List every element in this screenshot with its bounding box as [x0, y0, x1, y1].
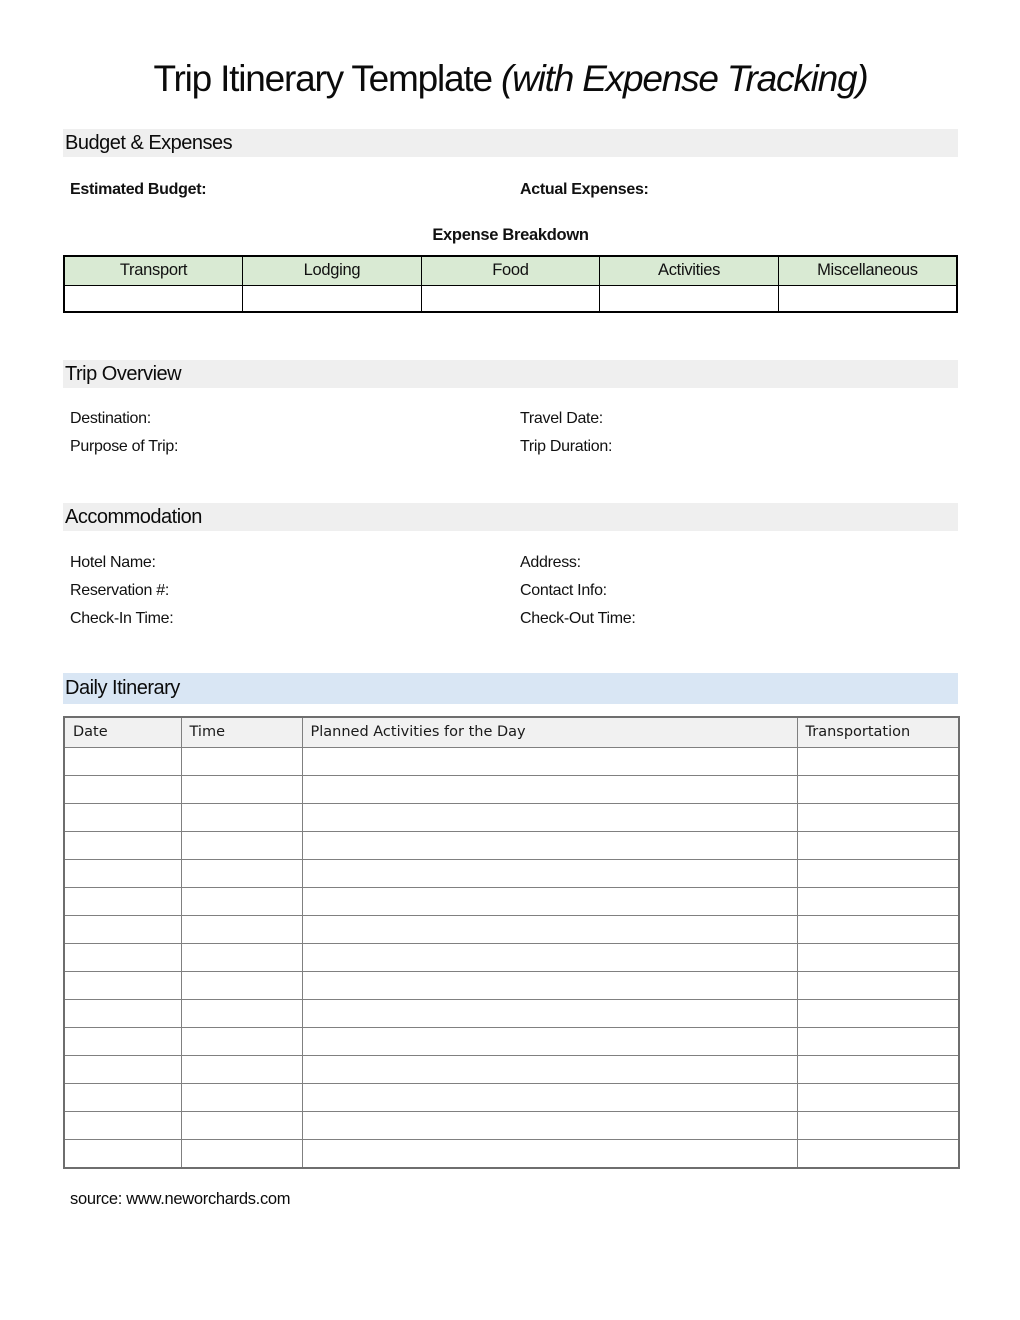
table-empty-cell [797, 748, 959, 776]
table-empty-cell [181, 860, 302, 888]
table-empty-cell [302, 1056, 797, 1084]
itinerary-table-head [64, 717, 959, 748]
table-empty-cell [302, 1000, 797, 1028]
table-empty-row [64, 916, 959, 944]
table-empty-cell [797, 804, 959, 832]
table-empty-cell [302, 916, 797, 944]
table-empty-cell [302, 944, 797, 972]
table-empty-cell [797, 916, 959, 944]
field-row [63, 605, 958, 633]
table-empty-cell [64, 804, 181, 832]
expense-table-body [64, 285, 957, 312]
table-empty-cell [302, 1084, 797, 1112]
table-empty-cell [64, 1084, 181, 1112]
itinerary-col-activities: Planned Activities for the Day [302, 717, 797, 748]
table-empty-cell [64, 1112, 181, 1140]
table-empty-cell [302, 1140, 797, 1168]
expense-col-miscellaneous: Miscellaneous [778, 256, 957, 285]
table-empty-cell [181, 1028, 302, 1056]
title-subtitle: (with Expense Tracking) [501, 58, 868, 99]
reservation-number-label: Reservation #: [70, 582, 169, 599]
table-empty-cell [797, 1084, 959, 1112]
expense-col-activities: Activities [600, 256, 779, 285]
table-empty-cell [302, 1112, 797, 1140]
table-empty-cell [64, 1056, 181, 1084]
table-empty-row [64, 860, 959, 888]
field-row [63, 577, 958, 605]
table-empty-row [64, 972, 959, 1000]
table-empty-row [64, 888, 959, 916]
field-row [63, 405, 958, 433]
actual-expenses-label: Actual Expenses: [520, 181, 649, 198]
table-empty-cell [64, 1028, 181, 1056]
table-empty-cell [797, 1000, 959, 1028]
travel-date-label: Travel Date: [520, 410, 603, 427]
itinerary-col-time: Time [181, 717, 302, 748]
table-empty-row [64, 1140, 959, 1168]
expense-table-head [64, 256, 957, 285]
table-empty-cell [302, 832, 797, 860]
table-empty-row [64, 1000, 959, 1028]
table-empty-cell [181, 972, 302, 1000]
table-empty-cell [302, 1028, 797, 1056]
contact-info-label: Contact Info: [520, 582, 607, 599]
trip-duration-label: Trip Duration: [520, 438, 613, 455]
title-main: Trip Itinerary Template [153, 58, 492, 99]
table-empty-row [64, 832, 959, 860]
page-title [63, 56, 958, 102]
table-empty-cell [64, 944, 181, 972]
table-empty-row [64, 776, 959, 804]
itinerary-col-date: Date [64, 717, 181, 748]
table-empty-cell [797, 972, 959, 1000]
table-empty-cell [797, 944, 959, 972]
table-empty-cell [64, 972, 181, 1000]
table-empty-cell [181, 916, 302, 944]
itinerary-col-transportation: Transportation [797, 717, 959, 748]
field-row [63, 549, 958, 577]
table-empty-cell [778, 285, 957, 312]
table-empty-cell [181, 944, 302, 972]
table-empty-cell [181, 832, 302, 860]
daily-itinerary-table [63, 716, 960, 1169]
table-empty-cell [181, 1000, 302, 1028]
table-empty-row [64, 1056, 959, 1084]
table-empty-cell [181, 1140, 302, 1168]
table-empty-cell [797, 1056, 959, 1084]
table-empty-cell [64, 285, 243, 312]
table-empty-row [64, 1028, 959, 1056]
expense-col-lodging: Lodging [243, 256, 422, 285]
check-in-time-label: Check-In Time: [70, 610, 174, 627]
table-empty-row [64, 1112, 959, 1140]
table-empty-cell [302, 804, 797, 832]
expense-breakdown-table [63, 255, 958, 313]
table-empty-cell [243, 285, 422, 312]
table-empty-cell [302, 776, 797, 804]
table-empty-cell [797, 1028, 959, 1056]
table-empty-cell [181, 888, 302, 916]
table-empty-cell [64, 776, 181, 804]
trip-overview-fields [63, 405, 958, 461]
field-row [63, 433, 958, 461]
table-empty-cell [181, 1084, 302, 1112]
table-empty-cell [64, 916, 181, 944]
table-empty-row [64, 804, 959, 832]
expense-table-header-row [64, 256, 957, 285]
table-empty-cell [64, 832, 181, 860]
table-empty-cell [302, 972, 797, 1000]
table-empty-cell [302, 860, 797, 888]
table-empty-cell [64, 1140, 181, 1168]
table-empty-cell [64, 860, 181, 888]
estimated-budget-label: Estimated Budget: [70, 181, 207, 198]
purpose-of-trip-label: Purpose of Trip: [70, 438, 179, 455]
table-empty-cell [181, 748, 302, 776]
expense-col-transport: Transport [64, 256, 243, 285]
section-header-budget-expenses: Budget & Expenses [63, 129, 958, 157]
table-empty-cell [600, 285, 779, 312]
table-empty-cell [797, 832, 959, 860]
table-empty-cell [181, 804, 302, 832]
source-attribution: source: www.neworchards.com [70, 1189, 291, 1208]
table-empty-cell [797, 776, 959, 804]
table-empty-cell [181, 1056, 302, 1084]
table-empty-cell [181, 1112, 302, 1140]
table-empty-cell [302, 888, 797, 916]
expense-col-food: Food [421, 256, 600, 285]
address-label: Address: [520, 554, 581, 571]
destination-label: Destination: [70, 410, 151, 427]
table-empty-cell [64, 748, 181, 776]
table-empty-row [64, 748, 959, 776]
accommodation-fields [63, 549, 958, 633]
expense-breakdown-title: Expense Breakdown [432, 226, 589, 244]
table-empty-cell [64, 888, 181, 916]
table-empty-cell [797, 888, 959, 916]
hotel-name-label: Hotel Name: [70, 554, 156, 571]
section-header-daily-itinerary: Daily Itinerary [63, 673, 958, 704]
section-header-trip-overview: Trip Overview [63, 360, 958, 388]
table-empty-cell [797, 1112, 959, 1140]
table-empty-cell [797, 860, 959, 888]
budget-labels-row [63, 179, 958, 201]
table-empty-row [64, 1084, 959, 1112]
table-empty-row [64, 944, 959, 972]
table-empty-row [64, 285, 957, 312]
section-header-accommodation: Accommodation [63, 503, 958, 531]
itinerary-table-header-row [64, 717, 959, 748]
check-out-time-label: Check-Out Time: [520, 610, 636, 627]
table-empty-cell [302, 748, 797, 776]
itinerary-table-body [64, 748, 959, 1168]
table-empty-cell [421, 285, 600, 312]
table-empty-cell [64, 1000, 181, 1028]
table-empty-cell [181, 776, 302, 804]
table-empty-cell [797, 1140, 959, 1168]
